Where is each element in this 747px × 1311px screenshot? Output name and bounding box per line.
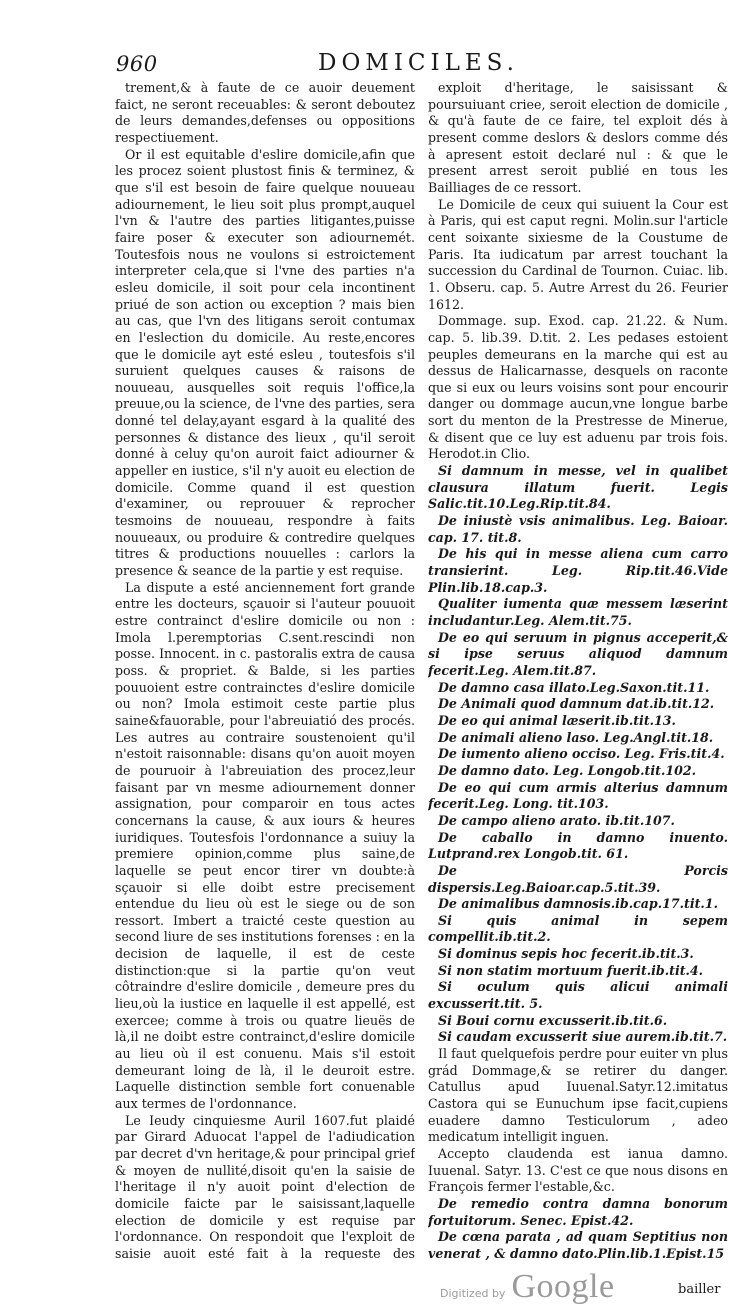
paragraph: De campo alieno arato. ib.tit.107. xyxy=(438,812,675,828)
paragraph: Si non statim mortuum fuerit.ib.tit.4. xyxy=(438,962,704,978)
paragraph: La dispute a esté anciennement fort grande entre les docteurs, sçauoir si l'auteur pouuoit estre contrainct d'eslire domicile ou non : Imola l.peremptorias C.sent.rescindi non posse. Innocent. in c. pastoralis extra de causa poss. & propriet. & Balde, si les parties pouuoient estre contrainctes d'eslire domicile ou non? Imola estimoit ceste partie plus saine&fauorable, pour l'abreuiatió des procés. Les autres au contraire soustenoient qu'il n'estoit raisonnable: disans qu'on auoit moyen de pouruoir à l'abreuiation des procez,leur faisant par vn mesme adiournement donner assignation, pour comparoir en tous actes concernans la cause, & aux iours & heures iuridiques. Toutesfois l'ordonnance a suiuy la premiere opinion,comme plus saine,de laquelle se peut encor tirer vn doubte:à sçauoir si elle doibt estre precisement entendue du lieu où est le siege ou de son ressort. Imbert a traicté ceste question au second liure de ses institutions forenses : en la decision de laquelle, il est de ceste distinction:que si la partie qu'on veut côtraindre d'eslire domicile , demeure pres du lieu,où la iustice en laquelle il est appellé, est exercee; comme à trois ou quatre lieuës de là,il ne doibt estre contrainct,d'eslire domicile au lieu où il est conuenu. Mais s'il estoit demeurant loing de là, il le deuroit estre. Laquelle distinction semble fort conuenable aux termes de l'ordonnance. xyxy=(115,579,415,1112)
paragraph: Si quis animal in sepem compellit.ib.tit.2. xyxy=(428,912,728,945)
paragraph: De iniustè vsis animalibus. Leg. Baioar. cap. 17. tit.8. xyxy=(428,513,728,545)
paragraph: Si Boui cornu excusserit.ib.tit.6. xyxy=(438,1012,668,1028)
paragraph: Dommage. sup. Exod. cap. 21.22. & Num. cap. 5. lib.39. D.tit. 2. Les pedases estoient peuples demeurans en la marche qui est au dessus de Halicarnasse, desquels on raconte que si eux ou leurs voisins sont pour encourir danger ou dommage aucun,vne longue barbe sort du menton de la Prestresse de Minerue, & disent que ce luy est aduenu par trois fois. Herodot.in Clio. xyxy=(428,313,728,462)
paragraph: Qualiter iumenta quæ messem læserint includantur.Leg. Alem.tit.75. xyxy=(428,596,728,628)
google-watermark xyxy=(440,1268,615,1306)
paragraph: Si damnum in messe, vel in qualibet clausura illatum fuerit. Legis Salic.tit.10.Leg.Rip.tit.84. xyxy=(428,463,728,512)
paragraph: De damno casa illato.Leg.Saxon.tit.11. xyxy=(438,679,710,695)
catchword: bailler xyxy=(678,1282,721,1297)
google-logo: Google xyxy=(511,1268,615,1305)
paragraph: De animalibus damnosis.ib.cap.17.tit.1. xyxy=(438,896,718,912)
paragraph: Le Ieudy cinquiesme Auril 1607.fut plaidé par Girard Aduocat l'appel de l'adiudication par decret d'vn heritage,& pour principal grief & moyen de nullité,disoit qu'en la saisie de l'heritage il n'y auoit point d'election de domicile faicte par le saisissant,laquelle election de domicile y est requise par l'ordonnance. On respondoit que l'exploit de saisie auoit esté fait à la requeste des xyxy=(115,1112,415,1260)
paragraph: De his qui in messe aliena cum carro transierint. Leg. Rip.tit.46.Vide Plin.lib.18.cap.3. xyxy=(428,546,728,595)
paragraph: De Porcis dispersis.Leg.Baioar.cap.5.tit.39. xyxy=(428,862,728,895)
paragraph: Le Domicile de ceux qui suiuent la Cour est à Paris, qui est caput regni. Molin.sur l'article cent soixante sixiesme de la Coustume de Paris. Ita iudicatum par arrest touchant la succession du Cardinal de Tournon. Cuiac. lib. 1. Obseru. cap. 5. Autre Arrest du 26. Feurier 1612. xyxy=(428,196,728,312)
paragraph: Il faut quelquefois perdre pour euiter vn plus grád Dommage,& se retirer du danger. Catullus apud Iuuenal.Satyr.12.imitatus Castora qui se Eunuchum ipse facit,cupiens euadere damno Testiculorum , adeo medicatum intelligit inguen. xyxy=(428,1046,728,1145)
paragraph: De cœna parata , ad quam Septitius non venerat , & damno dato.Plin.lib.1.Epist.15 xyxy=(428,1229,728,1260)
paragraph: Si caudam excusserit siue aurem.ib.tit.7. xyxy=(438,1029,728,1045)
paragraph: Accepto claudenda est ianua damno. Iuuenal. Satyr. 13. C'est ce que nous disons en François fermer l'estable,&c. xyxy=(428,1146,728,1195)
paragraph: De eo qui seruum in pignus acceperit,& si ipse seruus aliquod damnum fecerit.Leg. Alem.tit.87. xyxy=(428,629,728,678)
paragraph: exploit d'heritage, le saisissant & poursuiuant criee, seroit election de domicile , & qu'à faute de ce faire, tel exploit dés à present comme deslors & deslors comme dés à apresent estoit declaré nul : & que le present arrest seroit publié en tous les Bailliages de ce ressort. xyxy=(428,80,728,195)
page-number: 960 xyxy=(116,52,158,76)
watermark-prefix: Digitized by xyxy=(440,1287,506,1300)
paragraph: trement,& à faute de ce auoir deuement faict, ne seront receuables: & seront deboutez de leurs demandes,defenses ou oppositions respectiuement. xyxy=(115,80,415,145)
right-column xyxy=(428,80,728,1260)
left-column xyxy=(115,80,415,1260)
paragraph: De caballo in damno inuento. Lutprand.rex Longob.tit. 61. xyxy=(428,829,728,862)
paragraph: De eo qui cum armis alterius damnum fecerit.Leg. Long. tit.103. xyxy=(428,779,728,812)
paragraph: De animali alieno laso. Leg.Angl.tit.18. xyxy=(438,729,714,745)
paragraph: Or il est equitable d'eslire domicile,afin que les procez soient plustost finis & terminez, & que s'il est besoin de faire quelque nouueau adiournement, le lieu soit plus prompt,auquel l'vn & l'autre des parties litigantes,puisse faire poser & executer son adiournemét. Toutesfois nous ne voulons si estroictement interpreter cela,que si l'vne des parties n'a esleu domicile, il soit pour cela incontinent priué de son action ou exception ? mais bien au cas, que l'vn des litigans seroit contumax en l'eslection du domicile. Au reste,encores que le domicile ayt esté esleu , toutesfois s'il suruient quelques causes & raisons de nouueau, ausquelles soit requis l'office,la preuue,ou la science, de l'vne des parties, sera donné tel delay,ayant esgard à la qualité des personnes & distance des lieux , qu'il seroit donné à celuy qu'on auroit faict adiourner & appeller en iustice, s'il n'y auoit eu election de domicile. Comme quand il est question d'examiner, ou reprouuer & reprocher tesmoins de nouueau, respondre à faits nouueaux, ou produire & contredire quelques titres & productions nouuelles : carlors la presence & seance de la partie y est requise. xyxy=(115,146,415,579)
paragraph: Si dominus sepis hoc fecerit.ib.tit.3. xyxy=(438,946,694,962)
paragraph: De Animali quod damnum dat.ib.tit.12. xyxy=(438,696,715,712)
paragraph: De iumento alieno occiso. Leg. Fris.tit.4. xyxy=(438,746,725,762)
running-head-title: DOMICILES. xyxy=(318,50,519,76)
paragraph: Si oculum quis alicui animali excusserit.tit. 5. xyxy=(428,979,728,1012)
paragraph: De damno dato. Leg. Longob.tit.102. xyxy=(438,762,697,778)
paragraph: De remedio contra damna bonorum fortuitorum. Senec. Epist.42. xyxy=(428,1195,728,1228)
paragraph: De eo qui animal læserit.ib.tit.13. xyxy=(438,712,676,728)
